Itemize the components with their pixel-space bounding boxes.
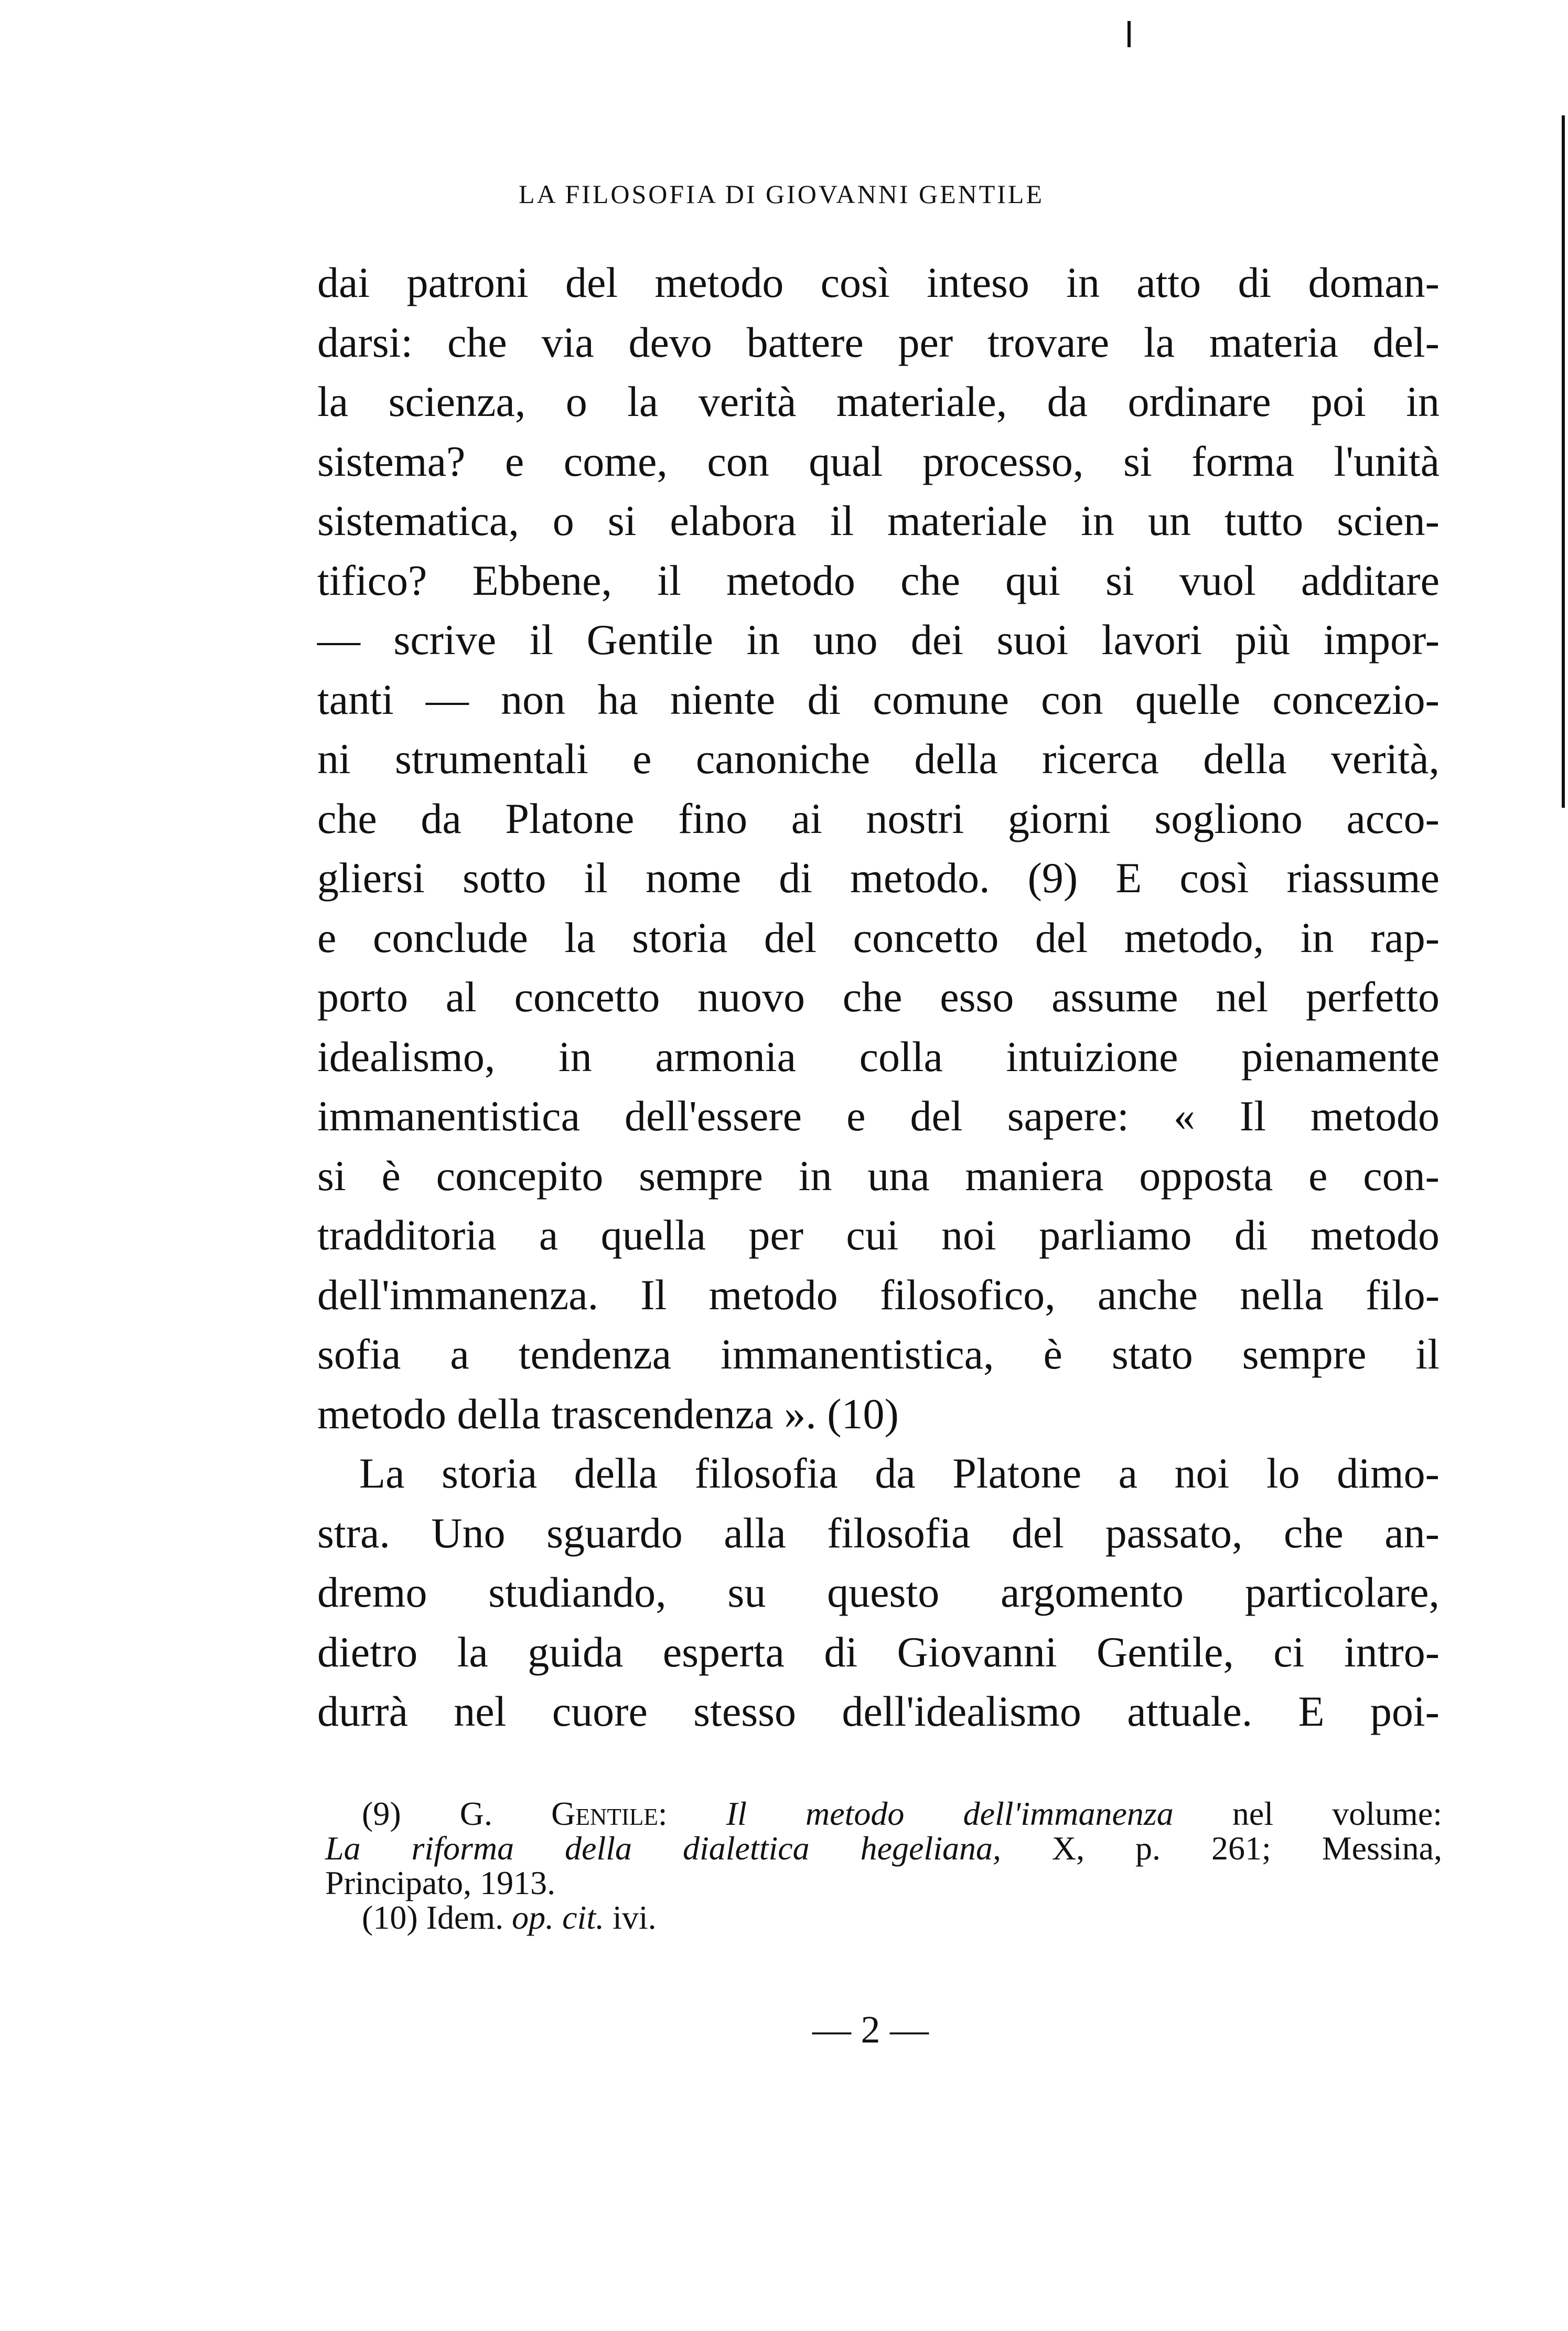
scan-edge-tick [1127,21,1131,47]
body-line: durrà nel cuore stesso dell'idealismo attuale. E poi- [317,1687,1440,1735]
footnote-op-cit: op. cit. [512,1899,605,1936]
body-line: sistematica, o si elabora il materiale in un tutto scien- [317,497,1440,544]
body-line: che da Platone fino ai nostri giorni sogliono acco- [317,794,1440,842]
body-line: idealismo, in armonia colla intuizione pienamente [317,1032,1440,1081]
body-text [317,253,1440,1741]
footnote-text: X, p. 261; Messina, [1051,1830,1443,1867]
body-line: dell'immanenza. Il metodo filosofico, anche nella filo- [317,1270,1440,1319]
footnote-text: Idem. [426,1899,504,1936]
footnote-9-cont [325,1831,1442,1866]
footnote-number: (10) [362,1899,418,1936]
body-line: si è concepito sempre in una maniera opposta e con- [317,1151,1440,1200]
body-line: sistema? e come, con qual processo, si forma l'unità [317,437,1440,485]
footnote-title: Il metodo dell'immanenza [726,1795,1174,1832]
scan-edge-line [1562,115,1565,808]
body-line: ni strumentali e canoniche della ricerca della verità, [317,735,1440,783]
footnote-10 [325,1900,1442,1935]
footnote-ivi: ivi. [613,1899,657,1936]
body-line: tradditoria a quella per cui noi parliamo di metodo [317,1211,1440,1259]
body-line: — scrive il Gentile in uno dei suoi lavori più impor- [317,616,1440,664]
body-line: immanentistica dell'essere e del sapere: « Il metodo [317,1092,1440,1140]
body-line: dai patroni del metodo così inteso in atto di doman- [317,259,1440,306]
body-line: darsi: che via devo battere per trovare la materia del- [317,318,1440,366]
footnote-text: nel volume: [1232,1795,1442,1832]
body-line: gliersi sotto il nome di metodo. (9) E così riassume [317,854,1440,902]
page-number: — 2 — [812,2008,929,2051]
footnotes [325,1797,1442,1935]
body-line: dietro la guida esperta di Giovanni Gentile, ci intro- [317,1628,1440,1676]
body-line: tifico? Ebbene, il metodo che qui si vuol additare [317,556,1440,604]
footnote-9-end: Principato, 1913. [325,1864,556,1901]
body-line: porto al concetto nuovo che esso assume nel perfetto [317,973,1440,1021]
body-line: sofia a tendenza immanentistica, è stato sempre il [317,1330,1440,1378]
body-line: dremo studiando, su questo argomento particolare, [317,1568,1440,1616]
footnote-author: G. Gentile: [459,1795,668,1832]
footnote-9 [325,1797,1442,1831]
body-line: la scienza, o la verità materiale, da ordinare poi in [317,378,1440,425]
footnote-volume: La riforma della dialettica hegeliana, [325,1830,1001,1867]
body-line: e conclude la storia del concetto del metodo, in rap- [317,913,1440,961]
body-line: stra. Uno sguardo alla filosofia del passato, che an- [317,1509,1440,1557]
footnote-number: (9) [362,1795,401,1832]
body-line: metodo della trascendenza ». (10) [317,1389,899,1438]
running-head: LA FILOSOFIA DI GIOVANNI GENTILE [518,179,1045,209]
body-line: tanti — non ha niente di comune con quelle concezio- [317,675,1440,723]
body-line: La storia della filosofia da Platone a noi lo dimo- [359,1449,1440,1497]
